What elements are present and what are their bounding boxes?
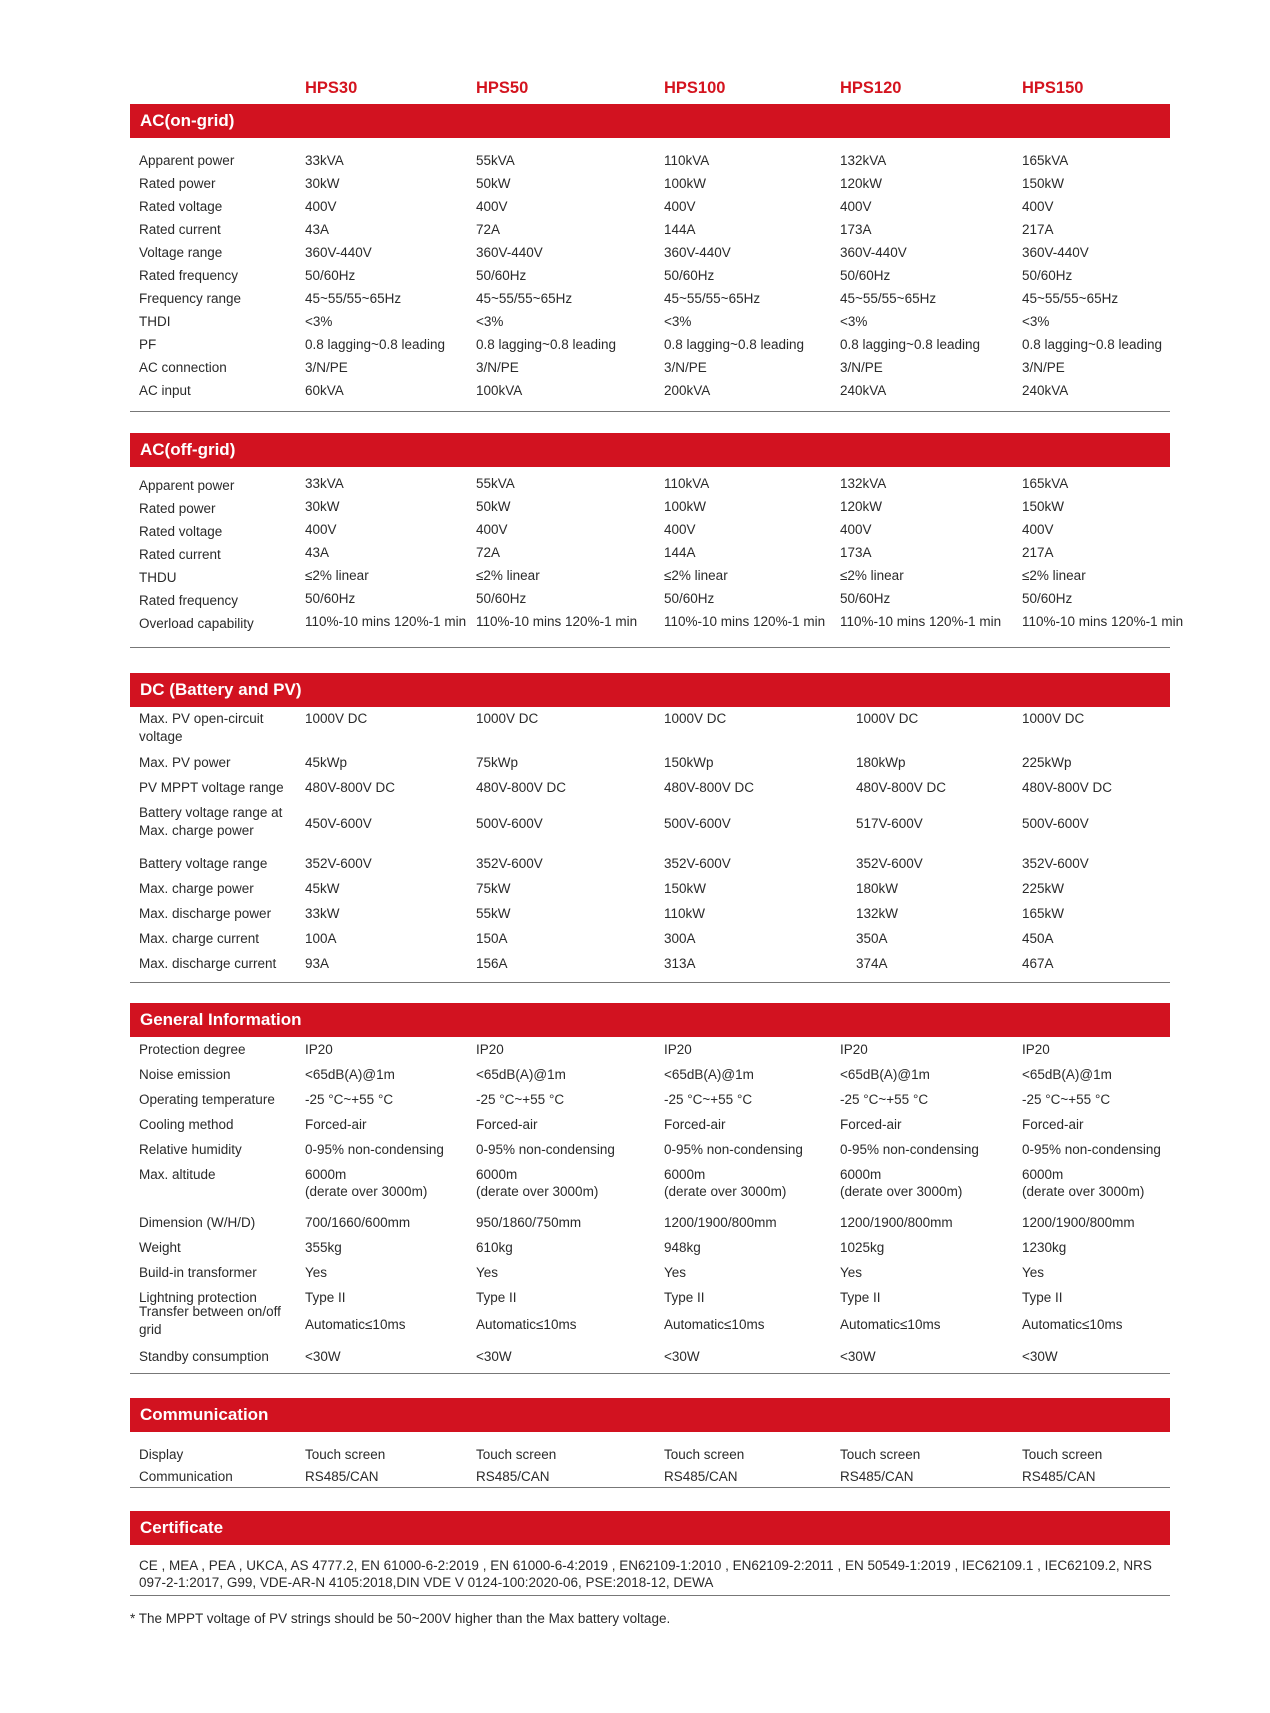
divider [130, 411, 1170, 412]
spec-value: 0-95% non-condensing [840, 1142, 979, 1157]
spec-value: 100kW [664, 499, 707, 514]
spec-value: -25 °C~+55 °C [840, 1092, 929, 1107]
spec-value: 400V [476, 522, 508, 537]
spec-value: 400V [1022, 522, 1054, 537]
spec-value: 75kWp [476, 755, 519, 770]
spec-value: Touch screen [305, 1447, 386, 1462]
row-label: THDI [139, 314, 171, 329]
spec-value: 450A [1022, 931, 1054, 946]
spec-value: 450V-600V [305, 816, 372, 831]
spec-value: 1025kg [840, 1240, 885, 1255]
spec-value: 352V-600V [476, 856, 543, 871]
spec-value: -25 °C~+55 °C [664, 1092, 753, 1107]
spec-value: 110%-10 mins 120%-1 min [664, 614, 826, 629]
divider [130, 1487, 1170, 1488]
spec-value: 225kW [1022, 881, 1065, 896]
row-label: PV MPPT voltage range [139, 780, 284, 795]
spec-value: 150A [476, 931, 508, 946]
row-label: Transfer between on/off grid [139, 1304, 281, 1337]
spec-value: 500V-600V [664, 816, 731, 831]
row-label: THDU [139, 570, 177, 585]
row-label: Rated current [139, 547, 221, 562]
spec-value: Forced-air [305, 1117, 367, 1132]
row-label: Max. altitude [139, 1167, 216, 1182]
divider [130, 1595, 1170, 1596]
spec-value: 150kW [1022, 499, 1065, 514]
row-label: Weight [139, 1240, 181, 1255]
spec-value: 1200/1900/800mm [840, 1215, 953, 1230]
spec-value: 50/60Hz [1022, 268, 1073, 283]
row-label: Rated voltage [139, 199, 223, 214]
spec-value: 100kW [664, 176, 707, 191]
row-label: Protection degree [139, 1042, 246, 1057]
spec-value: 55kW [476, 906, 511, 921]
spec-value: 165kVA [1022, 153, 1069, 168]
row-label: Noise emission [139, 1067, 231, 1082]
spec-value: RS485/CAN [840, 1469, 914, 1484]
spec-value: 374A [856, 956, 888, 971]
spec-value: 55kVA [476, 153, 515, 168]
spec-value: ≤2% linear [305, 568, 369, 583]
spec-value: 110kW [664, 906, 706, 921]
divider [130, 982, 1170, 983]
spec-value: <30W [664, 1349, 700, 1364]
spec-value: 6000m [664, 1167, 706, 1182]
spec-value: 0.8 lagging~0.8 leading [1022, 337, 1162, 352]
spec-value: 0.8 lagging~0.8 leading [476, 337, 616, 352]
spec-value: 165kVA [1022, 476, 1069, 491]
spec-value: 30kW [305, 176, 340, 191]
spec-value: 156A [476, 956, 508, 971]
spec-value: 3/N/PE [840, 360, 883, 375]
spec-value: 480V-800V DC [664, 780, 755, 795]
row-label: Max. PV open-circuit voltage [139, 711, 264, 744]
spec-value: 240kVA [840, 383, 887, 398]
spec-value: Yes [476, 1265, 499, 1280]
spec-value: 352V-600V [856, 856, 923, 871]
spec-value: 400V [305, 199, 337, 214]
spec-value: 610kg [476, 1240, 513, 1255]
section-ac-off-grid: AC(off-grid) [130, 433, 1170, 467]
spec-value: 500V-600V [476, 816, 543, 831]
row-label: Rated power [139, 176, 216, 191]
row-label: Max. discharge power [139, 906, 272, 921]
spec-value: RS485/CAN [664, 1469, 738, 1484]
spec-value: <65dB(A)@1m [664, 1067, 754, 1082]
section-dc: DC (Battery and PV) [130, 673, 1170, 707]
spec-value: 144A [664, 545, 696, 560]
spec-value: Yes [840, 1265, 863, 1280]
spec-value: Touch screen [476, 1447, 557, 1462]
spec-value: 950/1860/750mm [476, 1215, 582, 1230]
spec-value: 355kg [305, 1240, 342, 1255]
spec-value-note: (derate over 3000m) [664, 1184, 787, 1199]
spec-value: 50/60Hz [840, 591, 891, 606]
spec-value: 75kW [476, 881, 511, 896]
spec-value: -25 °C~+55 °C [305, 1092, 394, 1107]
spec-value: <3% [840, 314, 868, 329]
spec-value: 350A [856, 931, 888, 946]
spec-value: 352V-600V [1022, 856, 1089, 871]
spec-value: 173A [840, 222, 872, 237]
spec-value: 0.8 lagging~0.8 leading [840, 337, 980, 352]
spec-value: 165kW [1022, 906, 1065, 921]
section-ac-on-grid: AC(on-grid) [130, 104, 1170, 138]
row-label: Voltage range [139, 245, 223, 260]
spec-value: Yes [305, 1265, 328, 1280]
spec-value: IP20 [305, 1042, 333, 1057]
row-label: AC connection [139, 360, 227, 375]
spec-value: 240kVA [1022, 383, 1069, 398]
spec-value: 132kW [856, 906, 899, 921]
spec-value: 360V-440V [1022, 245, 1089, 260]
spec-value: Automatic≤10ms [840, 1317, 941, 1332]
model-header-hps150: HPS150 [1022, 79, 1084, 97]
spec-value: 480V-800V DC [1022, 780, 1113, 795]
row-label: Max. PV power [139, 755, 231, 770]
spec-value: Type II [840, 1290, 881, 1305]
spec-value: 480V-800V DC [476, 780, 567, 795]
spec-value: 173A [840, 545, 872, 560]
spec-value: 33kVA [305, 153, 344, 168]
row-label: Battery voltage range [139, 856, 268, 871]
spec-value: 300A [664, 931, 696, 946]
row-label: Standby consumption [139, 1349, 269, 1364]
row-label: Rated frequency [139, 593, 239, 608]
spec-value: <65dB(A)@1m [840, 1067, 930, 1082]
spec-value: 400V [305, 522, 337, 537]
spec-value: 93A [305, 956, 330, 971]
spec-value: 50/60Hz [664, 591, 715, 606]
spec-value: 700/1660/600mm [305, 1215, 411, 1230]
divider [130, 647, 1170, 648]
spec-value: 110%-10 mins 120%-1 min [840, 614, 1002, 629]
spec-value: Type II [664, 1290, 705, 1305]
row-label: Relative humidity [139, 1142, 242, 1157]
spec-value: 30kW [305, 499, 340, 514]
spec-value: 225kWp [1022, 755, 1072, 770]
spec-value: 120kW [840, 176, 883, 191]
spec-value: 150kW [664, 881, 707, 896]
spec-value: 3/N/PE [664, 360, 707, 375]
spec-value: 1000V DC [476, 711, 539, 726]
section-general-information: General Information [130, 1003, 1170, 1037]
spec-value: Type II [1022, 1290, 1063, 1305]
spec-value: <30W [840, 1349, 876, 1364]
spec-value: 6000m [305, 1167, 347, 1182]
spec-value: Automatic≤10ms [664, 1317, 765, 1332]
spec-value: <65dB(A)@1m [305, 1067, 395, 1082]
spec-value: 352V-600V [664, 856, 731, 871]
row-label: Lightning protection [139, 1290, 257, 1305]
spec-value: 3/N/PE [305, 360, 348, 375]
spec-value: 1000V DC [856, 711, 919, 726]
spec-value: 0-95% non-condensing [664, 1142, 803, 1157]
spec-value: 480V-800V DC [856, 780, 947, 795]
section-communication: Communication [130, 1398, 1170, 1432]
model-header-hps100: HPS100 [664, 79, 726, 97]
spec-value: 352V-600V [305, 856, 372, 871]
spec-value-note: (derate over 3000m) [840, 1184, 963, 1199]
spec-value: <30W [305, 1349, 341, 1364]
spec-value: Forced-air [840, 1117, 902, 1132]
row-label: Rated current [139, 222, 221, 237]
spec-value: <65dB(A)@1m [1022, 1067, 1112, 1082]
spec-value: 200kVA [664, 383, 711, 398]
spec-value: RS485/CAN [305, 1469, 379, 1484]
spec-value: Touch screen [664, 1447, 745, 1462]
spec-value: 72A [476, 545, 501, 560]
spec-value: 50/60Hz [1022, 591, 1073, 606]
row-label: Dimension (W/H/D) [139, 1215, 256, 1230]
spec-value: 3/N/PE [476, 360, 519, 375]
spec-value: Forced-air [1022, 1117, 1084, 1132]
spec-value: 467A [1022, 956, 1054, 971]
spec-value: 110kVA [664, 153, 710, 168]
spec-value: 3/N/PE [1022, 360, 1065, 375]
spec-value: 0-95% non-condensing [1022, 1142, 1161, 1157]
spec-value: IP20 [664, 1042, 692, 1057]
spec-value: ≤2% linear [1022, 568, 1086, 583]
spec-value: 6000m [840, 1167, 882, 1182]
row-label: PF [139, 337, 157, 352]
spec-value: ≤2% linear [840, 568, 904, 583]
row-label: Overload capability [139, 616, 254, 631]
spec-value: 400V [840, 199, 872, 214]
spec-value: 50/60Hz [840, 268, 891, 283]
row-label: Operating temperature [139, 1092, 275, 1107]
model-header-hps50: HPS50 [476, 79, 529, 97]
spec-value: -25 °C~+55 °C [1022, 1092, 1111, 1107]
row-label: Communication [139, 1469, 233, 1484]
spec-value: Type II [305, 1290, 346, 1305]
spec-value: Yes [664, 1265, 687, 1280]
footnote: * The MPPT voltage of PV strings should be 50~200V higher than the Max battery voltage. [130, 1611, 671, 1626]
spec-value: 132kVA [840, 476, 887, 491]
spec-value: 400V [840, 522, 872, 537]
spec-value: ≤2% linear [476, 568, 540, 583]
spec-value: 50kW [476, 499, 511, 514]
spec-value: 180kW [856, 881, 899, 896]
row-label: Max. discharge current [139, 956, 277, 971]
spec-value: 500V-600V [1022, 816, 1089, 831]
spec-value: IP20 [476, 1042, 504, 1057]
spec-value-note: (derate over 3000m) [1022, 1184, 1145, 1199]
spec-value-note: (derate over 3000m) [476, 1184, 599, 1199]
spec-value-note: (derate over 3000m) [305, 1184, 428, 1199]
spec-value: 217A [1022, 545, 1054, 560]
spec-value: 360V-440V [305, 245, 372, 260]
spec-value: 400V [664, 522, 696, 537]
spec-value: Automatic≤10ms [1022, 1317, 1123, 1332]
row-label: Display [139, 1447, 184, 1462]
spec-value: Yes [1022, 1265, 1045, 1280]
spec-value: 50kW [476, 176, 511, 191]
spec-value: 45~55/55~65Hz [1022, 291, 1119, 306]
spec-value: 0-95% non-condensing [476, 1142, 615, 1157]
spec-value: 180kWp [856, 755, 906, 770]
spec-value: IP20 [840, 1042, 868, 1057]
spec-value: 33kW [305, 906, 340, 921]
spec-value: 1000V DC [305, 711, 368, 726]
row-label: AC input [139, 383, 191, 398]
spec-value: 150kWp [664, 755, 714, 770]
row-label: Battery voltage range at Max. charge power [139, 805, 283, 838]
spec-value: 45~55/55~65Hz [476, 291, 573, 306]
spec-value: 33kVA [305, 476, 344, 491]
spec-value: 1200/1900/800mm [664, 1215, 777, 1230]
row-label: Max. charge current [139, 931, 260, 946]
spec-value: 55kVA [476, 476, 515, 491]
spec-value: 0.8 lagging~0.8 leading [305, 337, 445, 352]
model-header-hps30: HPS30 [305, 79, 358, 97]
spec-value: 45kWp [305, 755, 348, 770]
spec-value: Automatic≤10ms [476, 1317, 577, 1332]
row-label: Apparent power [139, 153, 235, 168]
spec-value: ≤2% linear [664, 568, 728, 583]
spec-value: <3% [476, 314, 504, 329]
spec-value: 45~55/55~65Hz [305, 291, 402, 306]
spec-value: 110%-10 mins 120%-1 min [1022, 614, 1184, 629]
spec-value: 480V-800V DC [305, 780, 396, 795]
spec-value: 400V [476, 199, 508, 214]
spec-value: 60kVA [305, 383, 344, 398]
spec-value: 50/60Hz [664, 268, 715, 283]
spec-value: 948kg [664, 1240, 701, 1255]
row-label: Frequency range [139, 291, 242, 306]
spec-value: 6000m [1022, 1167, 1064, 1182]
row-label: Rated voltage [139, 524, 223, 539]
spec-value: 132kVA [840, 153, 887, 168]
spec-value: <3% [305, 314, 333, 329]
spec-value: 110kVA [664, 476, 710, 491]
spec-value: 217A [1022, 222, 1054, 237]
spec-value: 1000V DC [1022, 711, 1085, 726]
spec-value: 45kW [305, 881, 340, 896]
spec-value: 0.8 lagging~0.8 leading [664, 337, 804, 352]
spec-value: 0-95% non-condensing [305, 1142, 444, 1157]
model-header-hps120: HPS120 [840, 79, 902, 97]
spec-value: Type II [476, 1290, 517, 1305]
section-certificate: Certificate [130, 1511, 1170, 1545]
spec-value: 6000m [476, 1167, 518, 1182]
spec-value: 1000V DC [664, 711, 727, 726]
spec-value: 1200/1900/800mm [1022, 1215, 1135, 1230]
spec-value: 50/60Hz [476, 591, 527, 606]
spec-value: <3% [664, 314, 692, 329]
spec-value: RS485/CAN [1022, 1469, 1096, 1484]
spec-value: 100kVA [476, 383, 523, 398]
spec-value: 120kW [840, 499, 883, 514]
spec-value: Forced-air [476, 1117, 538, 1132]
divider [130, 1373, 1170, 1374]
spec-value: Automatic≤10ms [305, 1317, 406, 1332]
spec-value: 50/60Hz [305, 268, 356, 283]
row-label: Apparent power [139, 478, 235, 493]
spec-value: 50/60Hz [476, 268, 527, 283]
row-label: Build-in transformer [139, 1265, 257, 1280]
spec-value: IP20 [1022, 1042, 1050, 1057]
spec-value: 400V [664, 199, 696, 214]
spec-value: 100A [305, 931, 337, 946]
row-label: Cooling method [139, 1117, 234, 1132]
spec-value: 313A [664, 956, 696, 971]
spec-value: Touch screen [840, 1447, 921, 1462]
spec-value: 72A [476, 222, 501, 237]
spec-value: <65dB(A)@1m [476, 1067, 566, 1082]
spec-value: <3% [1022, 314, 1050, 329]
spec-value: 360V-440V [476, 245, 543, 260]
spec-value: 144A [664, 222, 696, 237]
spec-value: RS485/CAN [476, 1469, 550, 1484]
spec-value: 110%-10 mins 120%-1 min [305, 614, 467, 629]
spec-value: 517V-600V [856, 816, 923, 831]
spec-value: 43A [305, 545, 330, 560]
spec-value: 360V-440V [664, 245, 731, 260]
row-label: Rated frequency [139, 268, 239, 283]
row-label: Rated power [139, 501, 216, 516]
spec-value: 43A [305, 222, 330, 237]
spec-value: Forced-air [664, 1117, 726, 1132]
spec-value: Touch screen [1022, 1447, 1103, 1462]
row-label: Max. charge power [139, 881, 254, 896]
certificate-list: CE , MEA , PEA , UKCA, AS 4777.2, EN 61000-6-2:2019 , EN 61000-6-4:2019 , EN62109-1:2010 , EN62109-2:2011 , EN 50549-1:2019 , IEC62109.1 , IEC62109.2, NRS 097-2-1:2017, G99, VDE-AR-N 4105:2018,DIN VDE V 0124-100:2020-06, PSE:2018-12, DEWA [139, 1558, 1152, 1590]
spec-value: 1230kg [1022, 1240, 1067, 1255]
spec-value: <30W [476, 1349, 512, 1364]
spec-value: 110%-10 mins 120%-1 min [476, 614, 638, 629]
spec-value: -25 °C~+55 °C [476, 1092, 565, 1107]
spec-value: 45~55/55~65Hz [664, 291, 761, 306]
spec-value: 45~55/55~65Hz [840, 291, 937, 306]
spec-value: <30W [1022, 1349, 1058, 1364]
spec-value: 50/60Hz [305, 591, 356, 606]
spec-value: 400V [1022, 199, 1054, 214]
spec-value: 360V-440V [840, 245, 907, 260]
spec-value: 150kW [1022, 176, 1065, 191]
